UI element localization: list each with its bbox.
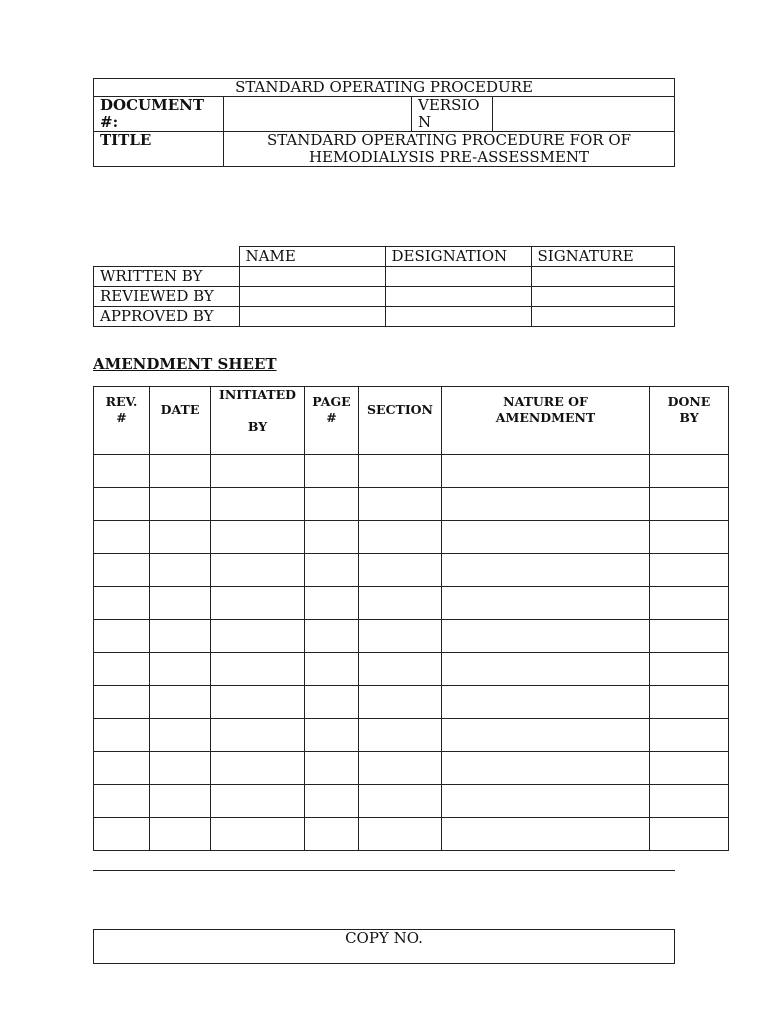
col-section: SECTION	[359, 387, 442, 455]
amendment-cell[interactable]	[305, 554, 359, 587]
amendment-cell[interactable]	[150, 818, 211, 851]
amendment-heading: AMENDMENT SHEET	[93, 355, 277, 373]
footer-divider	[93, 870, 675, 871]
table-row	[94, 653, 729, 686]
amendment-cell[interactable]	[150, 719, 211, 752]
amendment-cell[interactable]	[150, 752, 211, 785]
copy-number-box[interactable]	[93, 929, 675, 964]
amendment-cell[interactable]	[442, 488, 650, 521]
amendment-cell[interactable]	[305, 587, 359, 620]
amendment-cell[interactable]	[94, 686, 150, 719]
amendment-cell[interactable]	[211, 455, 305, 488]
amendment-cell[interactable]	[442, 785, 650, 818]
table-row	[94, 554, 729, 587]
document-number-label: DOCUMENT #:	[94, 97, 224, 132]
amendment-cell[interactable]	[359, 686, 442, 719]
document-number-field[interactable]	[224, 97, 412, 132]
amendment-cell[interactable]	[150, 554, 211, 587]
table-row	[94, 587, 729, 620]
amendment-cell[interactable]	[359, 719, 442, 752]
approval-table	[93, 246, 675, 327]
amendment-cell[interactable]	[94, 785, 150, 818]
amendment-cell[interactable]	[359, 818, 442, 851]
reviewed-designation-field[interactable]	[385, 287, 531, 307]
approval-col-name: NAME	[239, 247, 385, 267]
amendment-cell[interactable]	[442, 719, 650, 752]
table-row	[94, 818, 729, 851]
amendment-cell[interactable]	[211, 686, 305, 719]
amendment-rows	[94, 455, 729, 851]
amendment-cell[interactable]	[650, 686, 729, 719]
approval-row-approved: APPROVED BY	[94, 307, 240, 327]
amendment-cell[interactable]	[650, 554, 729, 587]
amendment-cell[interactable]	[150, 521, 211, 554]
amendment-cell[interactable]	[650, 620, 729, 653]
amendment-cell[interactable]	[305, 686, 359, 719]
amendment-cell[interactable]	[442, 818, 650, 851]
amendment-cell[interactable]	[94, 653, 150, 686]
amendment-cell[interactable]	[211, 653, 305, 686]
amendment-cell[interactable]	[650, 785, 729, 818]
col-rev: REV. #	[94, 387, 150, 455]
amendment-cell[interactable]	[94, 620, 150, 653]
written-name-field[interactable]	[239, 267, 385, 287]
amendment-table	[93, 386, 729, 851]
amendment-cell[interactable]	[650, 752, 729, 785]
amendment-cell[interactable]	[359, 521, 442, 554]
approval-row-reviewed: REVIEWED BY	[94, 287, 240, 307]
amendment-cell[interactable]	[359, 752, 442, 785]
table-row	[94, 752, 729, 785]
table-row	[94, 521, 729, 554]
amendment-cell[interactable]	[359, 653, 442, 686]
amendment-cell[interactable]	[305, 455, 359, 488]
amendment-cell[interactable]	[94, 587, 150, 620]
amendment-cell[interactable]	[359, 455, 442, 488]
reviewed-name-field[interactable]	[239, 287, 385, 307]
amendment-cell[interactable]	[211, 785, 305, 818]
amendment-cell[interactable]	[359, 785, 442, 818]
col-done-by: DONE BY	[650, 387, 729, 455]
amendment-cell[interactable]	[359, 488, 442, 521]
version-label: VERSIO N	[412, 97, 493, 132]
title-value: STANDARD OPERATING PROCEDURE FOR OF HEMODIALYSIS PRE-ASSESSMENT	[224, 132, 675, 167]
table-row	[94, 785, 729, 818]
amendment-cell[interactable]	[94, 752, 150, 785]
amendment-cell[interactable]	[150, 653, 211, 686]
amendment-cell[interactable]	[650, 587, 729, 620]
amendment-cell[interactable]	[305, 620, 359, 653]
table-row	[94, 488, 729, 521]
amendment-cell[interactable]	[150, 455, 211, 488]
amendment-cell[interactable]	[94, 521, 150, 554]
approval-row-written: WRITTEN BY	[94, 267, 240, 287]
amendment-cell[interactable]	[442, 521, 650, 554]
copy-number-label: COPY NO.	[345, 929, 423, 947]
amendment-cell[interactable]	[150, 488, 211, 521]
approved-name-field[interactable]	[239, 307, 385, 327]
col-initiated-by: INITIATED BY	[211, 387, 305, 455]
sop-title: STANDARD OPERATING PROCEDURE	[94, 79, 675, 97]
amendment-cell[interactable]	[150, 686, 211, 719]
col-nature-of-amendment: NATURE OF AMENDMENT	[442, 387, 650, 455]
amendment-cell[interactable]	[650, 719, 729, 752]
amendment-cell[interactable]	[650, 818, 729, 851]
approval-corner	[94, 247, 240, 267]
amendment-cell[interactable]	[359, 620, 442, 653]
amendment-cell[interactable]	[150, 620, 211, 653]
amendment-cell[interactable]	[211, 521, 305, 554]
amendment-cell[interactable]	[359, 554, 442, 587]
approval-col-designation: DESIGNATION	[385, 247, 531, 267]
sop-header-table	[93, 78, 675, 167]
amendment-cell[interactable]	[442, 620, 650, 653]
amendment-cell[interactable]	[305, 653, 359, 686]
version-field[interactable]	[493, 97, 675, 132]
amendment-cell[interactable]	[305, 818, 359, 851]
table-row	[94, 719, 729, 752]
amendment-cell[interactable]	[211, 719, 305, 752]
table-row	[94, 620, 729, 653]
amendment-cell[interactable]	[305, 719, 359, 752]
amendment-cell[interactable]	[94, 488, 150, 521]
amendment-cell[interactable]	[211, 554, 305, 587]
amendment-cell[interactable]	[305, 785, 359, 818]
approved-designation-field[interactable]	[385, 307, 531, 327]
amendment-cell[interactable]	[442, 554, 650, 587]
amendment-cell[interactable]	[211, 488, 305, 521]
amendment-cell[interactable]	[305, 521, 359, 554]
written-signature-field[interactable]	[531, 267, 675, 287]
amendment-cell[interactable]	[211, 587, 305, 620]
amendment-cell[interactable]	[650, 455, 729, 488]
amendment-cell[interactable]	[305, 488, 359, 521]
table-row	[94, 455, 729, 488]
reviewed-signature-field[interactable]	[531, 287, 675, 307]
col-page: PAGE #	[305, 387, 359, 455]
amendment-cell[interactable]	[650, 488, 729, 521]
amendment-cell[interactable]	[442, 653, 650, 686]
written-designation-field[interactable]	[385, 267, 531, 287]
amendment-cell[interactable]	[94, 719, 150, 752]
amendment-cell[interactable]	[150, 785, 211, 818]
amendment-cell[interactable]	[650, 521, 729, 554]
amendment-cell[interactable]	[442, 752, 650, 785]
amendment-cell[interactable]	[150, 587, 211, 620]
amendment-cell[interactable]	[442, 587, 650, 620]
amendment-cell[interactable]	[211, 818, 305, 851]
amendment-cell[interactable]	[94, 554, 150, 587]
table-row	[94, 686, 729, 719]
amendment-cell[interactable]	[211, 620, 305, 653]
amendment-cell[interactable]	[305, 752, 359, 785]
amendment-cell[interactable]	[650, 653, 729, 686]
title-label: TITLE	[94, 132, 224, 167]
amendment-cell[interactable]	[442, 686, 650, 719]
amendment-cell[interactable]	[94, 818, 150, 851]
amendment-cell[interactable]	[359, 587, 442, 620]
amendment-cell[interactable]	[94, 455, 150, 488]
col-date: DATE	[150, 387, 211, 455]
approved-signature-field[interactable]	[531, 307, 675, 327]
amendment-cell[interactable]	[211, 752, 305, 785]
approval-col-signature: SIGNATURE	[531, 247, 675, 267]
amendment-cell[interactable]	[442, 455, 650, 488]
